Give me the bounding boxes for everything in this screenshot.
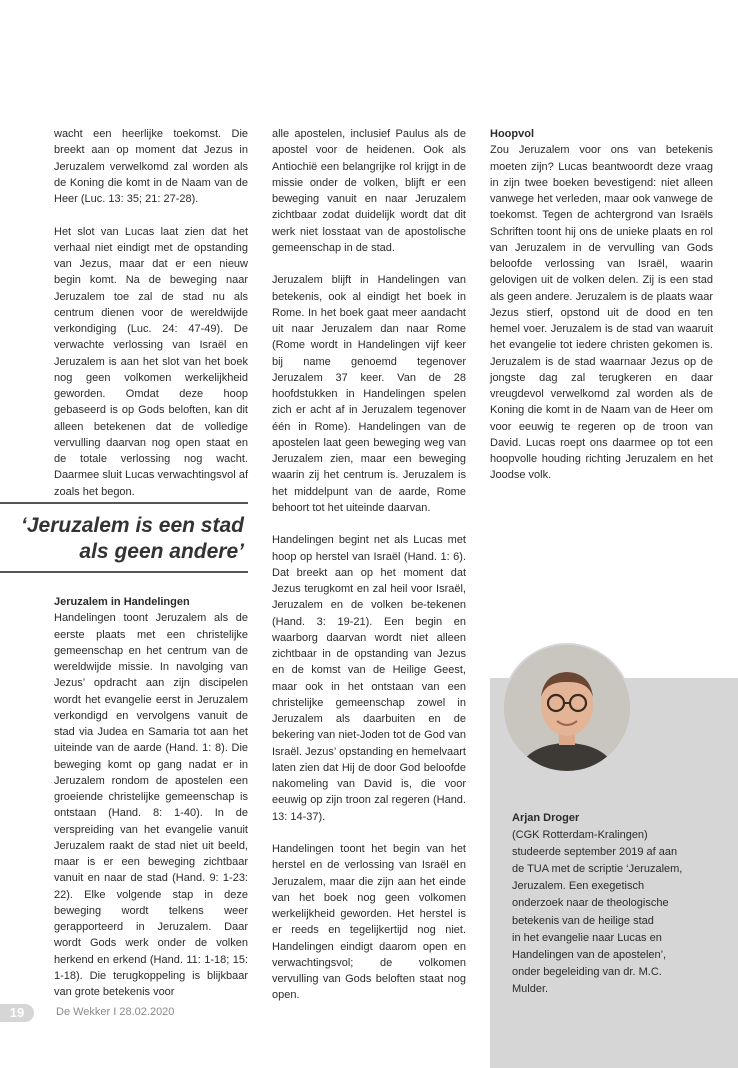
quote-top-rule [0, 502, 248, 504]
body-paragraph: Handelingen toont het begin van het herstel en de verlossing van Israël en Jeruzalem, maar die zijn aan het einde van het boek nog geen volkomen werkelijkheid geworden. Het herstel is er reeds en tegelijkertijd nog niet. Handelingen eindigt daarom open en verwachtingsvol; de volkomen vervulling van Gods beloften staat nog open. [272, 843, 466, 1002]
author-bio-line: Jeruzalem. Een exegetisch [512, 880, 645, 893]
author-bio-line: studeerde september 2019 af aan [512, 846, 678, 859]
footer-text: De Wekker I 28.02.2020 [56, 1006, 175, 1018]
author-bio-line: betekenis van de heilige stad [512, 914, 654, 927]
page-number: 19 [0, 1004, 34, 1022]
column-2 [272, 126, 466, 1020]
author-bio [512, 810, 722, 998]
pull-quote [14, 513, 244, 565]
pull-quote-line: ‘Jeruzalem is een stad [21, 514, 244, 537]
body-paragraph: Zou Jeruzalem voor ons van betekenis moeten zijn? Lucas beantwoordt deze vraag in zijn twee boeken bevestigend: niet alleen vanwege het verleden, maar ook vanwege de toekomst. Tegen de achtergrond van Israëls Schriften toont hij ons de unieke plaats en rol van Jeruzalem in de vervulling van Gods beloofde verlossing van Israël, waarin gelovigen uit de volken delen. Zij is een stad als geen andere. Jeruzalem is de plaats waar Jezus stierf, opstond uit de dood en ten hemel voer. Jeruzalem is de stad van waaruit het evangelie tot iedere christen gekomen is. Jeruzalem is de stad waarnaar Jezus op de jongste dag zal terugkeren en daar vreugdevol verwelkomd zal worden als de Koning die komt in de Naam van de Heer om voor eeuwig te regeren op de troon van David. Lucas roept ons daarmee op tot een hoopvolle houding richting Jeruzalem en het Joodse volk. [490, 144, 713, 482]
author-bio-line: Mulder. [512, 982, 549, 995]
column-1-bottom [54, 594, 248, 1017]
section-heading: Jeruzalem in Handelingen [54, 596, 190, 608]
body-paragraph: Handelingen begint net als Lucas met hoop op herstel van Israël (Hand. 1: 6). Dat breekt aan op het moment dat Jezus terugkomt en zal heil voor Israël, Jeruzalem en de volken be-tekenen (Hand. 3: 19-21). Een begin en waarborg daarvan wordt niet alleen zichtbaar in de opstanding van Jezus en de komst van de Heilige Geest, maar ook in het ontstaan van een christelijke gemeenschap zowel in Jeruzalem als daarbuiten en de bekering van niet-Joden tot de God van Israël. Jezus’ opstanding en hemelvaart laten zien dat Hij de door God beloofde nakomeling van David is, die voor eeuwig op zijn troon zal regeren (Hand. 13: 14-37). [272, 534, 466, 823]
author-photo [502, 643, 632, 773]
author-bio-line: de TUA met de scriptie ‘Jeruzalem, [512, 863, 683, 876]
author-portrait-icon [504, 645, 630, 771]
author-bio-line: Handelingen van de apostelen’, [512, 948, 667, 961]
body-paragraph: alle apostelen, inclusief Paulus als de apostel voor de heidenen. Ook als Antiochië een belangrijke rol krijgt in de missie onder de volken, blijft er een beweging vanuit en naar Jeruzalem zichtbaar zodat duidelijk wordt dat dit werk niet losstaat van de apostolische gemeenschap in de stad. [272, 128, 466, 254]
column-3 [490, 126, 713, 500]
page-footer [0, 1004, 300, 1022]
quote-bottom-rule [0, 571, 248, 573]
section-heading: Hoopvol [490, 128, 534, 140]
body-paragraph: Handelingen toont Jeruzalem als de eerste plaats met een christelijke gemeenschap en het centrum van de wereldwijde missie. In navolging van Jezus’ opdracht aan zijn discipelen wordt het evangelie eerst in Jeruzalem verkondigd en vervolgens vanuit de stad via Judea en Samaria tot aan het uiteinde van de aarde (Hand. 1: 8). Die beweging komt op gang nadat er in Jeruzalem rondom de apostelen een groeiende christelijke gemeenschap is ontstaan (Hand. 8: 1-40). In de verspreiding van het evangelie vanuit Jeruzalem raakt de stad niet uit beeld, maar is er een beweging zichtbaar vanuit en naar de stad (Hand. 9: 1-23: 22). Elke volgende stap in deze beweging wordt telkens weer gerapporteerd in Jeruzalem. Daar wordt Gods werk onder de volken herkend en erkend (Hand. 11: 1-18; 15: 1-18). Die terugkoppeling is blijkbaar van grote betekenis voor [54, 612, 248, 998]
author-bio-line: (CGK Rotterdam-Kralingen) [512, 829, 648, 842]
body-paragraph: wacht een heerlijke toekomst. Die breekt aan op moment dat Jezus in Jeruzalem verwelkomd zal worden als de Koning die komt in de Naam van de Heer (Luc. 13: 35; 21: 27-28). [54, 128, 248, 205]
author-name: Arjan Droger [512, 812, 580, 824]
author-bio-line: in het evangelie naar Lucas en [512, 931, 662, 944]
author-bio-line: onderzoek naar de theologische [512, 897, 669, 910]
body-paragraph: Jeruzalem blijft in Handelingen van betekenis, ook al eindigt het boek in Rome. In het boek gaat meer aandacht uit naar Jeruzalem dan naar Rome (Rome wordt in Handelingen vijf keer bij name genoemd tegenover Jeruzalem 37 keer. Van de 28 hoofdstukken in Handelingen spelen zich er acht af in Jeruzalem tegenover één in Rome). Handelingen van de apostelen laat geen beweging weg van Jeruzalem zien, maar een beweging waarin zij het centrum is. Jeruzalem is het middelpunt van de aarde, Rome behoort tot het uiteinde daarvan. [272, 274, 466, 514]
pull-quote-line: als geen andere’ [79, 540, 244, 563]
author-bio-line: onder begeleiding van dr. M.C. [512, 965, 662, 978]
column-1-top [54, 126, 248, 516]
body-paragraph: Het slot van Lucas laat zien dat het verhaal niet eindigt met de opstanding van Jezus, maar dat er een nieuw begin komt. Na de beweging naar Jeruzalem toe zal de stad nu als centrum dienen voor de wereldwijde verkondiging (Luc. 24: 47-49). De verwachte verlossing van Israël en Jeruzalem is aan het slot van het boek nog geen volkomen werkelijkheid geworden. Omdat deze hoop gebaseerd is op Gods beloften, kan dit alleen betekenen dat de volledige vervulling daarvan nog open staat en de totale verlossing nog wacht. Daarmee sluit Lucas verwachtingsvol af zoals het begon. [54, 225, 248, 498]
